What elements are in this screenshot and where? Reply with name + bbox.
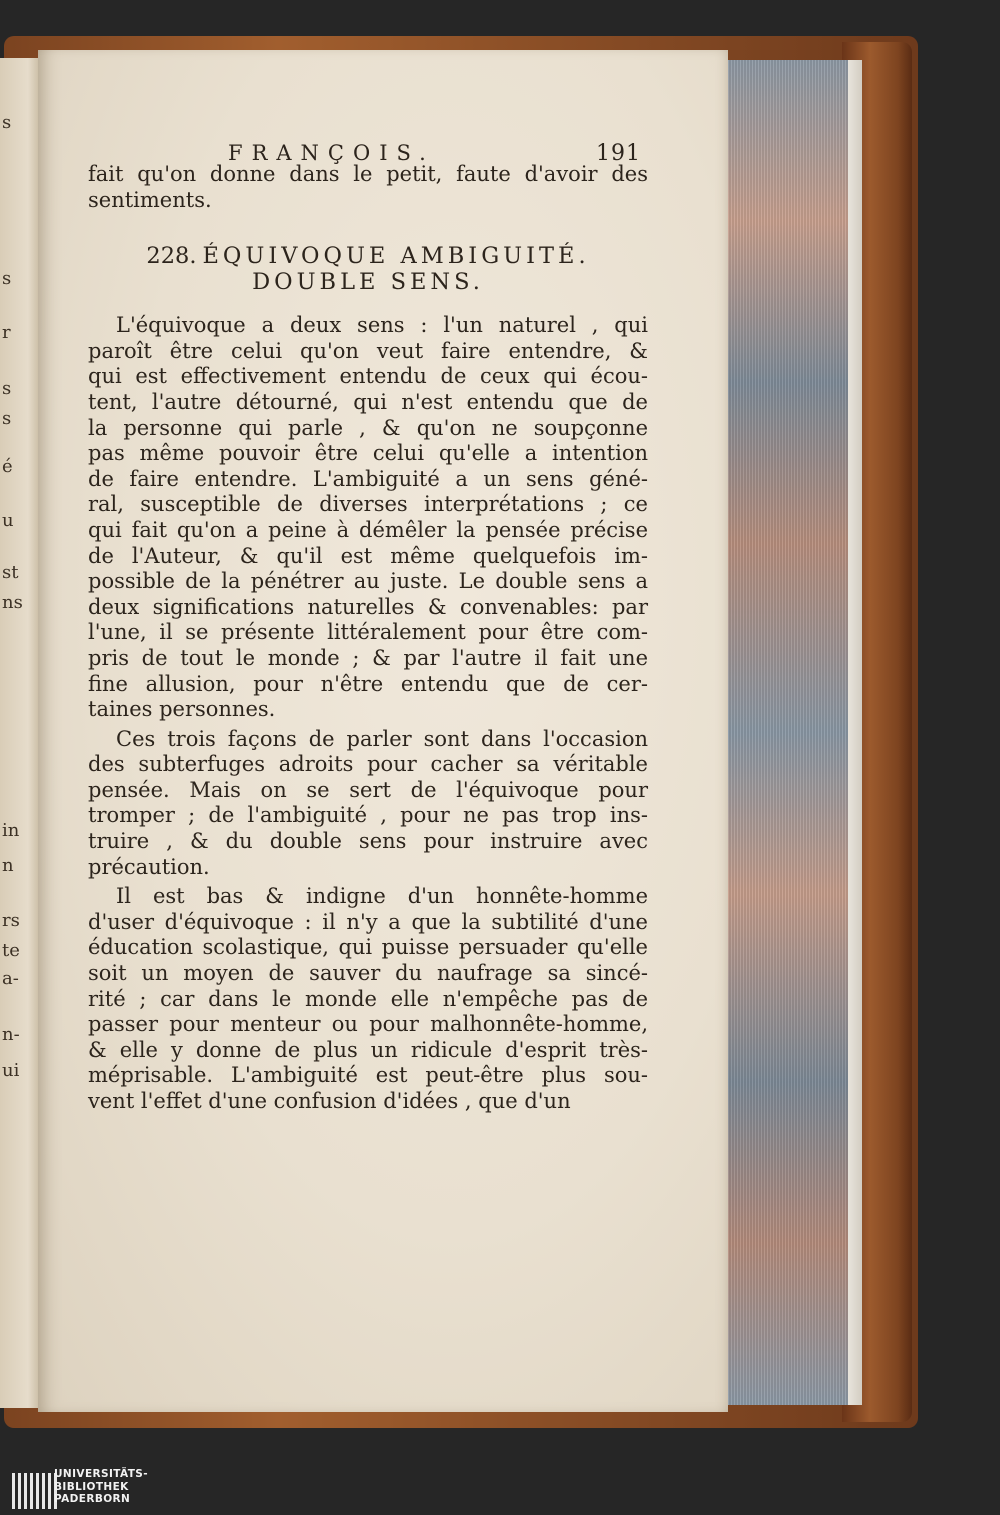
continuation-text bbox=[88, 162, 648, 213]
left-page-fragment: st bbox=[2, 562, 19, 583]
text-line: sentiments. bbox=[88, 187, 212, 212]
logo-line: PADERBORN bbox=[54, 1493, 131, 1505]
text-line: de faire entendre. L'ambiguité a un sens géné- bbox=[88, 466, 648, 491]
left-page-fragment: é bbox=[2, 456, 13, 477]
text-line: Ces trois façons de parler sont dans l'occasion bbox=[116, 726, 648, 751]
paragraph bbox=[88, 727, 648, 881]
text-line: Il est bas & indigne d'un honnête-homme bbox=[116, 884, 648, 909]
text-line: paroît être celui qu'on veut faire entendre, & bbox=[88, 338, 648, 363]
left-page-fragment: te bbox=[2, 940, 20, 961]
left-page-fragment: in bbox=[2, 820, 20, 841]
text-line: fine allusion, pour n'être entendu que de cer- bbox=[88, 671, 648, 696]
text-line: ral, susceptible de diverses interprétations ; ce bbox=[88, 492, 648, 517]
paragraph bbox=[88, 313, 648, 723]
left-page-fragment: n- bbox=[2, 1024, 20, 1045]
left-page-fragment: u bbox=[2, 510, 14, 531]
section-title: ÉQUIVOQUE AMBIGUITÉ. bbox=[202, 243, 590, 270]
text-line: la personne qui parle , & qu'on ne soupçonne bbox=[88, 415, 648, 440]
section-subtitle: DOUBLE SENS. bbox=[252, 269, 484, 296]
left-page-fragment: ns bbox=[2, 592, 23, 613]
left-page-fragment: ui bbox=[2, 1060, 20, 1081]
text-line: taines personnes. bbox=[88, 697, 276, 722]
logo-line: UNIVERSITÄTS- bbox=[54, 1468, 149, 1480]
text-line: soit un moyen de sauver du naufrage sa sincé- bbox=[88, 961, 648, 986]
text-line: pas même pouvoir être celui qu'elle a intention bbox=[88, 441, 648, 466]
text-line: possible de la pénétrer au juste. Le double sens a bbox=[88, 569, 648, 594]
left-page-fragment: s bbox=[2, 268, 12, 289]
text-line: qui est effectivement entendu de ceux qui écou- bbox=[88, 364, 648, 389]
text-line: l'une, il se présente littéralement pour être com- bbox=[88, 620, 648, 645]
text-line: pris de tout le monde ; & par l'autre il fait une bbox=[88, 645, 648, 670]
book-page bbox=[38, 50, 728, 1412]
running-head: FRANÇOIS. bbox=[228, 141, 435, 165]
left-page-strip bbox=[0, 58, 40, 1408]
library-footer bbox=[0, 1465, 1000, 1515]
text-line: méprisable. L'ambiguité est peut-être plus sou- bbox=[88, 1063, 648, 1088]
library-logo-icon bbox=[12, 1473, 57, 1509]
library-logo-text bbox=[54, 1468, 148, 1506]
text-line: vent l'effet d'une confusion d'idées , que d'un bbox=[88, 1089, 571, 1113]
text-line: qui fait qu'on a peine à démêler la pensée précise bbox=[88, 517, 648, 542]
text-line: tromper ; de l'ambiguité , pour ne pas trop ins- bbox=[88, 803, 648, 828]
page-text bbox=[88, 162, 648, 1119]
text-line: de l'Auteur, & qu'il est même quelquefois im- bbox=[88, 543, 648, 568]
text-line: pensée. Mais on se sert de l'équivoque pour bbox=[88, 777, 648, 802]
section-heading-line bbox=[88, 243, 648, 269]
page-number: 191 bbox=[596, 141, 641, 166]
text-line: L'équivoque a deux sens : l'un naturel , qui bbox=[116, 313, 648, 338]
logo-line: BIBLIOTHEK bbox=[54, 1480, 129, 1493]
text-line: éducation scolastique, qui puisse persuader qu'elle bbox=[88, 935, 648, 960]
left-page-fragment: s bbox=[2, 112, 12, 133]
left-page-fragment: rs bbox=[2, 910, 20, 931]
section-heading bbox=[88, 243, 648, 295]
text-line: & elle y donne de plus un ridicule d'esprit très- bbox=[88, 1037, 648, 1062]
text-line: d'user d'équivoque : il n'y a que la subtilité d'une bbox=[88, 909, 648, 934]
text-line: précaution. bbox=[88, 854, 210, 879]
paragraph bbox=[88, 884, 648, 1114]
page-block-edge bbox=[848, 60, 862, 1405]
marbled-page-edges bbox=[725, 60, 853, 1405]
left-page-fragment: r bbox=[2, 322, 11, 343]
left-page-fragment: n bbox=[2, 855, 14, 876]
text-line: truire , & du double sens pour instruire avec bbox=[88, 829, 648, 854]
text-line: passer pour menteur ou pour malhonnête-homme, bbox=[88, 1012, 648, 1037]
text-line: tent, l'autre détourné, qui n'est entendu que de bbox=[88, 389, 648, 414]
left-page-fragment: s bbox=[2, 378, 12, 399]
text-line: des subterfuges adroits pour cacher sa véritable bbox=[88, 752, 648, 777]
section-number: 228. bbox=[146, 243, 197, 270]
text-line: rité ; car dans le monde elle n'empêche pas de bbox=[88, 986, 648, 1011]
left-page-fragment: s bbox=[2, 408, 12, 429]
text-line: deux significations naturelles & convenables: par bbox=[88, 594, 648, 619]
text-line: fait qu'on donne dans le petit, faute d'avoir des bbox=[88, 162, 648, 186]
left-page-fragment: a- bbox=[2, 968, 19, 989]
